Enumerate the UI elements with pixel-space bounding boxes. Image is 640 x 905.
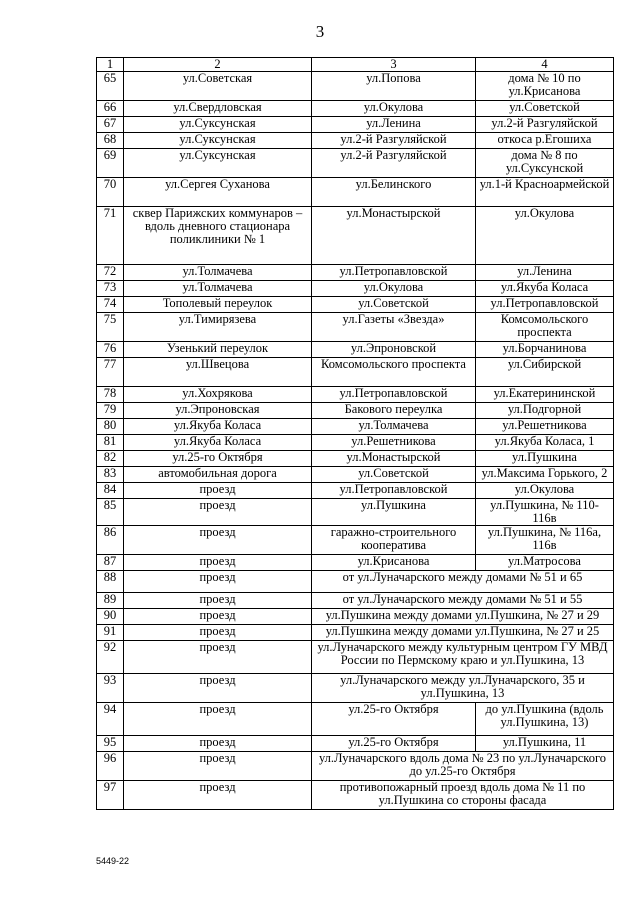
section-description: ул.Луначарского вдоль дома № 23 по ул.Луначарского до ул.25-го Октября	[312, 752, 614, 781]
row-number: 88	[97, 571, 124, 593]
section-to: ул.Борчанинова	[476, 342, 614, 358]
row-number: 96	[97, 752, 124, 781]
header-cell-2: 2	[124, 58, 312, 72]
section-description: от ул.Луначарского между домами № 51 и 65	[312, 571, 614, 593]
section-from: ул.25-го Октября	[312, 736, 476, 752]
table-row	[97, 736, 614, 752]
table-row	[97, 387, 614, 403]
table-row	[97, 555, 614, 571]
row-number: 84	[97, 483, 124, 499]
row-number: 89	[97, 593, 124, 609]
table-row	[97, 101, 614, 117]
street-name: проезд	[124, 571, 312, 593]
street-name: проезд	[124, 499, 312, 526]
section-to: ул.Пушкина, № 110-116в	[476, 499, 614, 526]
row-number: 75	[97, 313, 124, 342]
table-row	[97, 499, 614, 526]
street-name: проезд	[124, 555, 312, 571]
street-name: ул.Советская	[124, 72, 312, 101]
street-name: проезд	[124, 625, 312, 641]
street-name: ул.Тимирязева	[124, 313, 312, 342]
section-to: до ул.Пушкина (вдоль ул.Пушкина, 13)	[476, 703, 614, 736]
row-number: 70	[97, 178, 124, 207]
section-from: Бакового переулка	[312, 403, 476, 419]
row-number: 87	[97, 555, 124, 571]
section-to: ул.Подгорной	[476, 403, 614, 419]
section-to: ул.Пушкина	[476, 451, 614, 467]
table-row	[97, 117, 614, 133]
section-to: откоса р.Егошиха	[476, 133, 614, 149]
section-from: ул.2-й Разгуляйской	[312, 149, 476, 178]
row-number: 82	[97, 451, 124, 467]
table-row	[97, 609, 614, 625]
street-name: проезд	[124, 483, 312, 499]
row-number: 72	[97, 265, 124, 281]
section-from: ул.Крисанова	[312, 555, 476, 571]
section-from: ул.Окулова	[312, 101, 476, 117]
row-number: 91	[97, 625, 124, 641]
table-row	[97, 419, 614, 435]
streets-table	[96, 57, 614, 810]
section-to: ул.Советской	[476, 101, 614, 117]
section-to: ул.Решетникова	[476, 419, 614, 435]
section-from: ул.Монастырской	[312, 451, 476, 467]
section-to: ул.Пушкина, № 116а, 116в	[476, 526, 614, 555]
section-to: ул.Петропавловской	[476, 297, 614, 313]
section-to: ул.Окулова	[476, 207, 614, 265]
row-number: 65	[97, 72, 124, 101]
table-row	[97, 297, 614, 313]
section-to: ул.Ленина	[476, 265, 614, 281]
section-from: ул.Монастырской	[312, 207, 476, 265]
street-name: Узенький переулок	[124, 342, 312, 358]
table-row	[97, 178, 614, 207]
section-from: ул.Решетникова	[312, 435, 476, 451]
row-number: 66	[97, 101, 124, 117]
street-name: проезд	[124, 593, 312, 609]
table-row	[97, 342, 614, 358]
street-name: проезд	[124, 736, 312, 752]
section-from: ул.Эпроновской	[312, 342, 476, 358]
street-name: ул.Швецова	[124, 358, 312, 387]
section-to: дома № 10 по ул.Крисанова	[476, 72, 614, 101]
table-row	[97, 467, 614, 483]
section-description: ул.Луначарского между культурным центром ГУ МВД России по Пермскому краю и ул.Пушкина, 13	[312, 641, 614, 674]
section-from: ул.Ленина	[312, 117, 476, 133]
row-number: 90	[97, 609, 124, 625]
street-name: проезд	[124, 609, 312, 625]
section-from: ул.Пушкина	[312, 499, 476, 526]
street-name: проезд	[124, 703, 312, 736]
row-number: 85	[97, 499, 124, 526]
street-name: ул.Свердловская	[124, 101, 312, 117]
section-from: ул.Советской	[312, 297, 476, 313]
row-number: 73	[97, 281, 124, 297]
section-from: гаражно-строительного кооператива	[312, 526, 476, 555]
section-to: ул.Максима Горького, 2	[476, 467, 614, 483]
section-from: ул.Газеты «Звезда»	[312, 313, 476, 342]
street-name: ул.Суксунская	[124, 149, 312, 178]
page-number: 3	[315, 22, 325, 41]
section-from: ул.Советской	[312, 467, 476, 483]
table-row	[97, 625, 614, 641]
table-row	[97, 483, 614, 499]
row-number: 93	[97, 674, 124, 703]
section-description: от ул.Луначарского между домами № 51 и 55	[312, 593, 614, 609]
section-from: ул.Петропавловской	[312, 387, 476, 403]
header-cell-4: 4	[476, 58, 614, 72]
row-number: 86	[97, 526, 124, 555]
table-row	[97, 207, 614, 265]
row-number: 79	[97, 403, 124, 419]
header-cell-3: 3	[312, 58, 476, 72]
table-row	[97, 133, 614, 149]
row-number: 81	[97, 435, 124, 451]
table-row	[97, 641, 614, 674]
row-number: 77	[97, 358, 124, 387]
table-row	[97, 526, 614, 555]
street-name: проезд	[124, 781, 312, 810]
section-to: ул.2-й Разгуляйской	[476, 117, 614, 133]
section-to: дома № 8 по ул.Суксунской	[476, 149, 614, 178]
street-name: ул.Толмачева	[124, 281, 312, 297]
table-row	[97, 313, 614, 342]
document-code: 5449-22	[96, 856, 130, 866]
table-row	[97, 435, 614, 451]
street-name: проезд	[124, 674, 312, 703]
section-to: ул.1-й Красноармейской	[476, 178, 614, 207]
street-name: автомобильная дорога	[124, 467, 312, 483]
section-from: ул.Белинского	[312, 178, 476, 207]
section-description: ул.Луначарского между ул.Луначарского, 35 и ул.Пушкина, 13	[312, 674, 614, 703]
row-number: 78	[97, 387, 124, 403]
street-name: проезд	[124, 526, 312, 555]
row-number: 67	[97, 117, 124, 133]
section-to: ул.Окулова	[476, 483, 614, 499]
section-from: ул.2-й Разгуляйской	[312, 133, 476, 149]
street-name: Тополевый переулок	[124, 297, 312, 313]
table-row	[97, 781, 614, 810]
header-cell-1: 1	[97, 58, 124, 72]
section-to: ул.Матросова	[476, 555, 614, 571]
section-from: ул.25-го Октября	[312, 703, 476, 736]
section-to: ул.Екатерининской	[476, 387, 614, 403]
table-row	[97, 593, 614, 609]
row-number: 95	[97, 736, 124, 752]
section-from: ул.Попова	[312, 72, 476, 101]
street-name: ул.Эпроновская	[124, 403, 312, 419]
street-name: проезд	[124, 641, 312, 674]
row-number: 83	[97, 467, 124, 483]
section-to: ул.Сибирской	[476, 358, 614, 387]
section-to: ул.Якуба Коласа	[476, 281, 614, 297]
table-row	[97, 451, 614, 467]
street-name: ул.Сергея Суханова	[124, 178, 312, 207]
street-name: ул.25-го Октября	[124, 451, 312, 467]
table-row	[97, 281, 614, 297]
section-from: Комсомольского проспекта	[312, 358, 476, 387]
section-from: ул.Толмачева	[312, 419, 476, 435]
row-number: 69	[97, 149, 124, 178]
section-to: ул.Якуба Коласа, 1	[476, 435, 614, 451]
section-to: ул.Пушкина, 11	[476, 736, 614, 752]
street-name: проезд	[124, 752, 312, 781]
table-row	[97, 674, 614, 703]
street-name: сквер Парижских коммунаров – вдоль дневного стационара поликлиники № 1	[124, 207, 312, 265]
table-row	[97, 72, 614, 101]
section-from: ул.Окулова	[312, 281, 476, 297]
section-from: ул.Петропавловской	[312, 483, 476, 499]
table-row	[97, 752, 614, 781]
table-row	[97, 149, 614, 178]
street-name: ул.Якуба Коласа	[124, 419, 312, 435]
row-number: 71	[97, 207, 124, 265]
table-row	[97, 403, 614, 419]
row-number: 80	[97, 419, 124, 435]
section-to: Комсомольского проспекта	[476, 313, 614, 342]
row-number: 94	[97, 703, 124, 736]
table-row	[97, 571, 614, 593]
table-row	[97, 358, 614, 387]
row-number: 76	[97, 342, 124, 358]
table-header-row	[97, 58, 614, 72]
street-name: ул.Якуба Коласа	[124, 435, 312, 451]
row-number: 74	[97, 297, 124, 313]
street-name: ул.Хохрякова	[124, 387, 312, 403]
section-description: ул.Пушкина между домами ул.Пушкина, № 27 и 25	[312, 625, 614, 641]
row-number: 97	[97, 781, 124, 810]
row-number: 92	[97, 641, 124, 674]
section-description: ул.Пушкина между домами ул.Пушкина, № 27 и 29	[312, 609, 614, 625]
street-name: ул.Суксунская	[124, 117, 312, 133]
row-number: 68	[97, 133, 124, 149]
section-from: ул.Петропавловской	[312, 265, 476, 281]
street-name: ул.Толмачева	[124, 265, 312, 281]
street-name: ул.Суксунская	[124, 133, 312, 149]
section-description: противопожарный проезд вдоль дома № 11 по ул.Пушкина со стороны фасада	[312, 781, 614, 810]
table-row	[97, 265, 614, 281]
table-row	[97, 703, 614, 736]
